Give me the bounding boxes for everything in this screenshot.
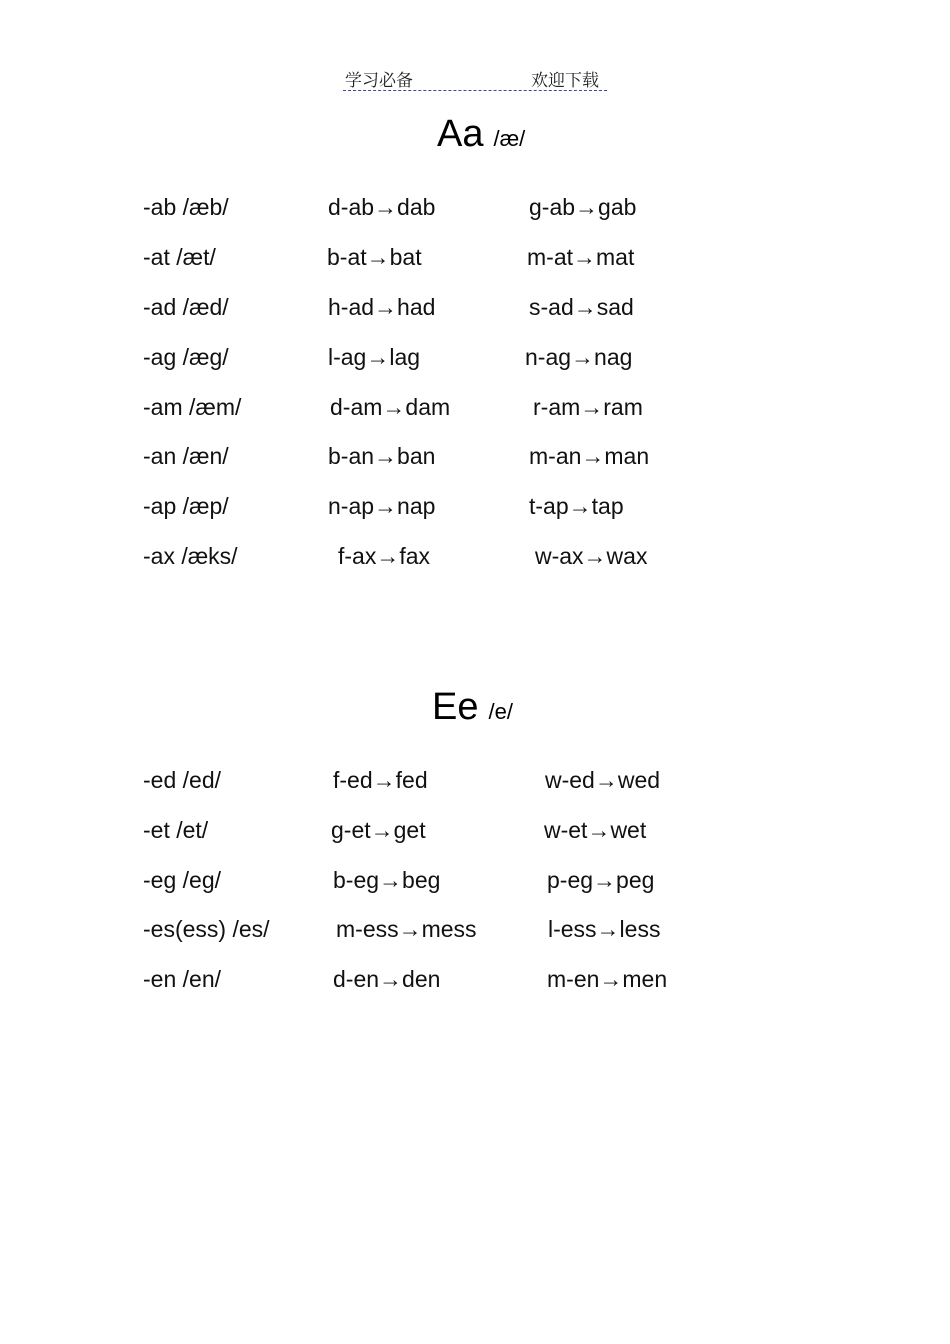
list-item (0, 344, 950, 378)
example-2: s-ad→sad (529, 294, 634, 320)
example-2: m-at→mat (527, 244, 635, 270)
list-item (0, 966, 950, 1000)
page-header (343, 66, 607, 91)
example-2: t-ap→tap (529, 493, 624, 519)
section-ipa: /e/ (488, 699, 513, 724)
section-letter: Aa (437, 113, 484, 155)
rime-label: -eg /eg/ (143, 867, 221, 893)
example-1: f-ed→fed (333, 767, 428, 793)
example-1: b-an→ban (328, 443, 436, 469)
section-letter: Ee (432, 686, 479, 728)
rime-label: -en /en/ (143, 966, 221, 992)
list-item (0, 867, 950, 901)
example-2: g-ab→gab (529, 194, 637, 220)
list-item (0, 443, 950, 477)
example-1: d-en→den (333, 966, 441, 992)
list-item (0, 767, 950, 801)
rime-label: -es(ess) /es/ (143, 916, 270, 942)
rime-label: -ed /ed/ (143, 767, 221, 793)
rime-label: -an /æn/ (143, 443, 229, 469)
example-2: l-ess→less (548, 916, 661, 942)
header-left-text: 学习必备 (345, 71, 413, 91)
list-item (0, 543, 950, 577)
rime-label: -ax /æks/ (143, 543, 238, 569)
example-2: w-et→wet (544, 817, 647, 843)
example-2: n-ag→nag (525, 344, 633, 370)
rime-label: -et /et/ (143, 817, 209, 843)
example-1: g-et→get (331, 817, 426, 843)
list-item (0, 493, 950, 527)
example-1: l-ag→lag (328, 344, 421, 370)
rime-label: -ap /æp/ (143, 493, 229, 519)
example-2: p-eg→peg (547, 867, 655, 893)
section-heading-e (432, 686, 513, 729)
section-ipa: /æ/ (493, 126, 526, 151)
list-item (0, 817, 950, 851)
list-item (0, 394, 950, 428)
rime-label: -am /æm/ (143, 394, 242, 420)
rime-label: -ag /æg/ (143, 344, 229, 370)
rime-label: -ad /æd/ (143, 294, 229, 320)
example-1: d-am→dam (330, 394, 451, 420)
example-1: b-eg→beg (333, 867, 441, 893)
example-1: m-ess→mess (336, 916, 477, 942)
header-right-text: 欢迎下载 (531, 71, 599, 91)
example-2: m-an→man (529, 443, 650, 469)
example-2: r-am→ram (533, 394, 643, 420)
example-1: b-at→bat (327, 244, 422, 270)
example-1: h-ad→had (328, 294, 436, 320)
section-heading-a (437, 113, 525, 156)
rime-label: -at /æt/ (143, 244, 216, 270)
example-1: f-ax→fax (338, 543, 431, 569)
list-item (0, 194, 950, 228)
list-item (0, 244, 950, 278)
example-2: w-ed→wed (545, 767, 661, 793)
example-1: d-ab→dab (328, 194, 436, 220)
example-1: n-ap→nap (328, 493, 436, 519)
rime-label: -ab /æb/ (143, 194, 229, 220)
example-2: m-en→men (547, 966, 668, 992)
list-item (0, 916, 950, 950)
example-2: w-ax→wax (535, 543, 648, 569)
list-item (0, 294, 950, 328)
